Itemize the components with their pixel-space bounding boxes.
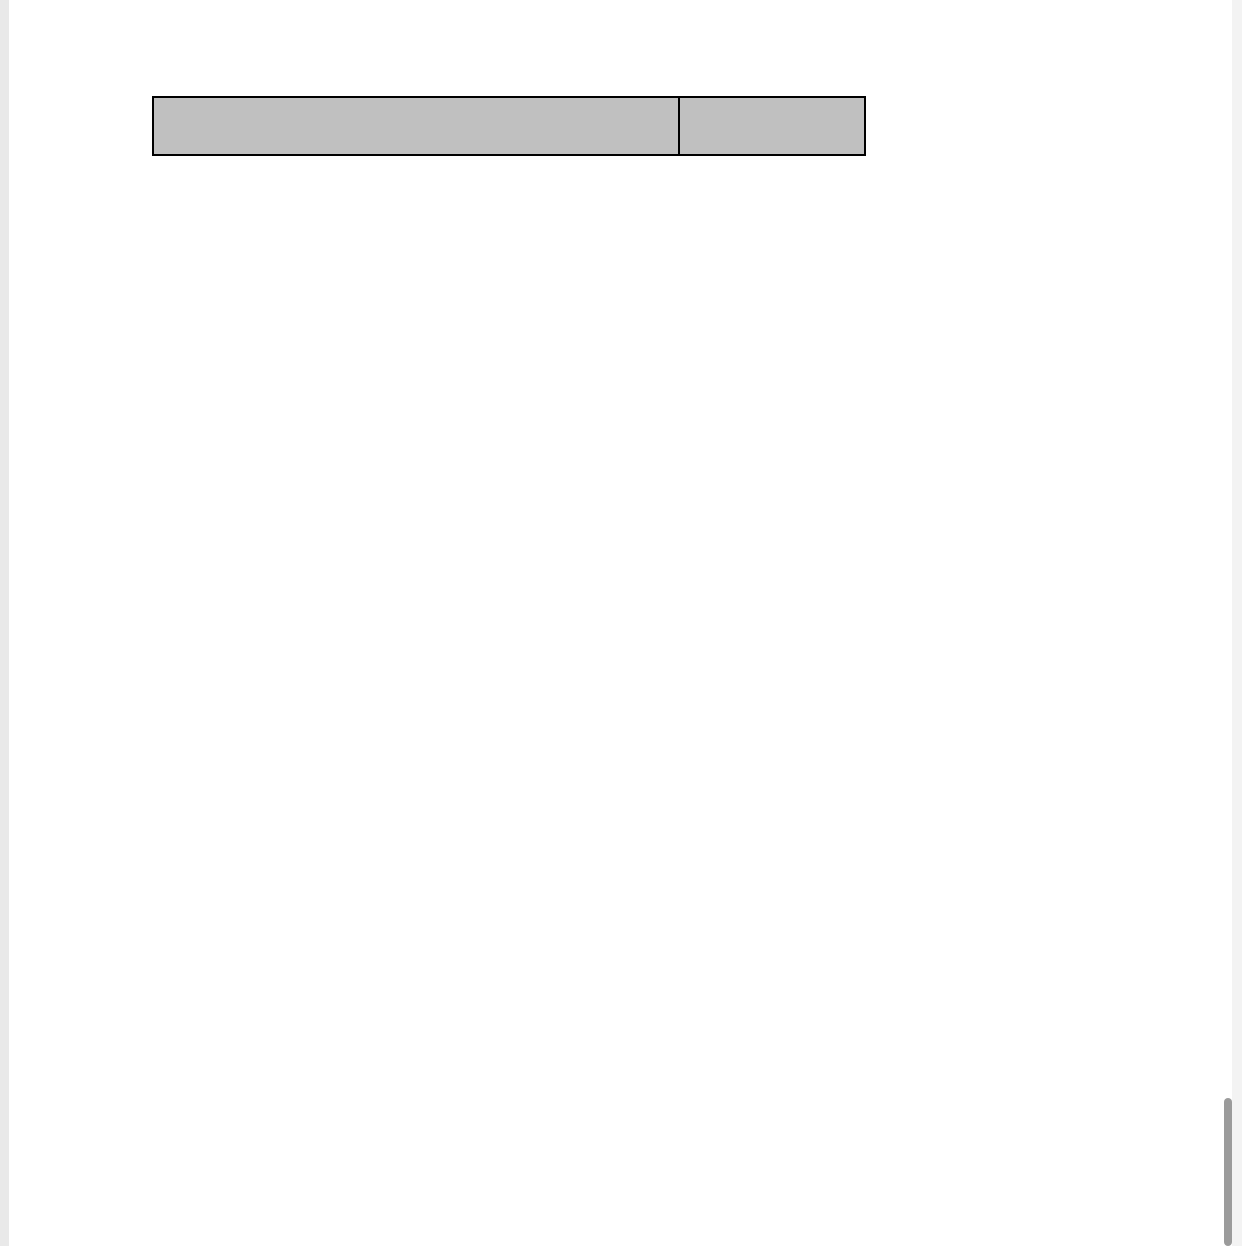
grand-total-value bbox=[680, 98, 866, 154]
grand-total-label bbox=[152, 98, 680, 154]
scrollbar-track[interactable] bbox=[1232, 0, 1242, 1246]
cases-table bbox=[152, 88, 866, 156]
grand-total-row bbox=[152, 96, 866, 156]
scrollbar-thumb[interactable] bbox=[1224, 1098, 1232, 1246]
document-page bbox=[9, 0, 1232, 1246]
